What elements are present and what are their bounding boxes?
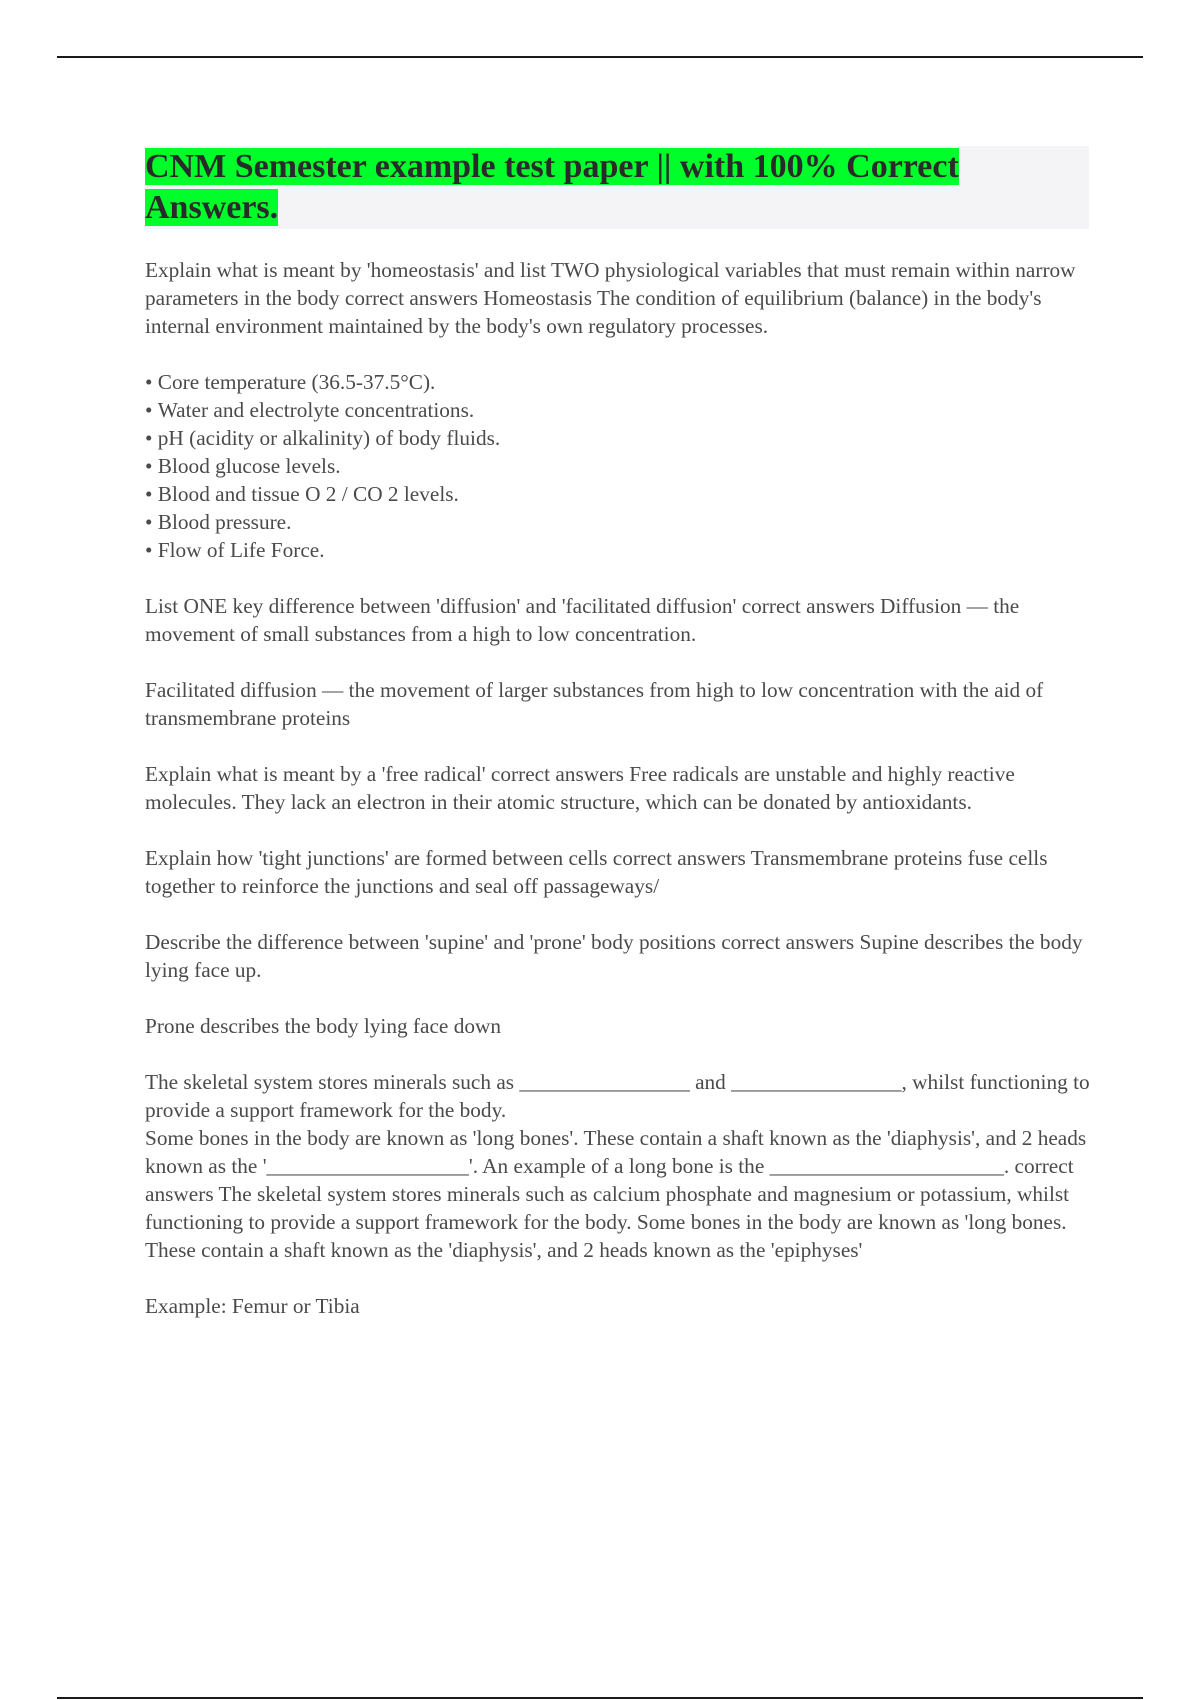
question-long-bones: Some bones in the body are known as 'long bones'. These contain a shaft known as the 'diaphysis', and 2 heads known as the '___________________'. An example of a long bone is the ______________________. correct answers The skeletal system stores minerals such as calcium phosphate and magnesium or potassium, whilst functioning to provide a support framework for the body. Some bones in the body are known as 'long bones. These contain a shaft known as the 'diaphysis', and 2 heads known as the 'epiphyses' bbox=[145, 1126, 1087, 1262]
answer-prone: Prone describes the body lying face down bbox=[145, 1014, 502, 1038]
answer-example-bones: Example: Femur or Tibia bbox=[145, 1294, 360, 1318]
list-item: • Flow of Life Force. bbox=[145, 536, 1090, 564]
list-item: • Blood and tissue O 2 / CO 2 levels. bbox=[145, 480, 1090, 508]
answer-facilitated-diffusion: Facilitated diffusion — the movement of larger substances from high to low concentration with the aid of transmembrane proteins bbox=[145, 678, 1044, 730]
page-top-rule bbox=[57, 56, 1143, 58]
list-item: • Core temperature (36.5-37.5°C). bbox=[145, 368, 1090, 396]
question-skeletal-minerals: The skeletal system stores minerals such as ________________ and ________________, whilst functioning to provide a support framework for the body. bbox=[145, 1070, 1090, 1122]
list-item: • Water and electrolyte concentrations. bbox=[145, 396, 1090, 424]
homeostasis-variable-list bbox=[145, 368, 1090, 564]
list-item: • pH (acidity or alkalinity) of body fluids. bbox=[145, 424, 1090, 452]
document-body bbox=[145, 256, 1090, 1348]
question-supine-prone: Describe the difference between 'supine' and 'prone' body positions correct answers Supine describes the body lying face up. bbox=[145, 930, 1083, 982]
list-item: • Blood glucose levels. bbox=[145, 452, 1090, 480]
question-homeostasis: Explain what is meant by 'homeostasis' and list TWO physiological variables that must remain within narrow parameters in the body correct answers Homeostasis The condition of equilibrium (balance) in the body's internal environment maintained by the body's own regulatory processes. bbox=[145, 258, 1076, 338]
question-diffusion: List ONE key difference between 'diffusion' and 'facilitated diffusion' correct answers Diffusion — the movement of small substances from a high to low concentration. bbox=[145, 594, 1020, 646]
list-item: • Blood pressure. bbox=[145, 508, 1090, 536]
title-banner bbox=[145, 146, 1089, 229]
title-highlight: CNM Semester example test paper || with 100% Correct Answers. bbox=[145, 148, 959, 226]
page-bottom-rule bbox=[57, 1697, 1143, 1699]
document-title bbox=[145, 146, 1089, 228]
question-free-radical: Explain what is meant by a 'free radical' correct answers Free radicals are unstable and highly reactive molecules. They lack an electron in their atomic structure, which can be donated by antioxidants. bbox=[145, 762, 1015, 814]
question-tight-junctions: Explain how 'tight junctions' are formed between cells correct answers Transmembrane proteins fuse cells together to reinforce the junctions and seal off passageways/ bbox=[145, 846, 1048, 898]
